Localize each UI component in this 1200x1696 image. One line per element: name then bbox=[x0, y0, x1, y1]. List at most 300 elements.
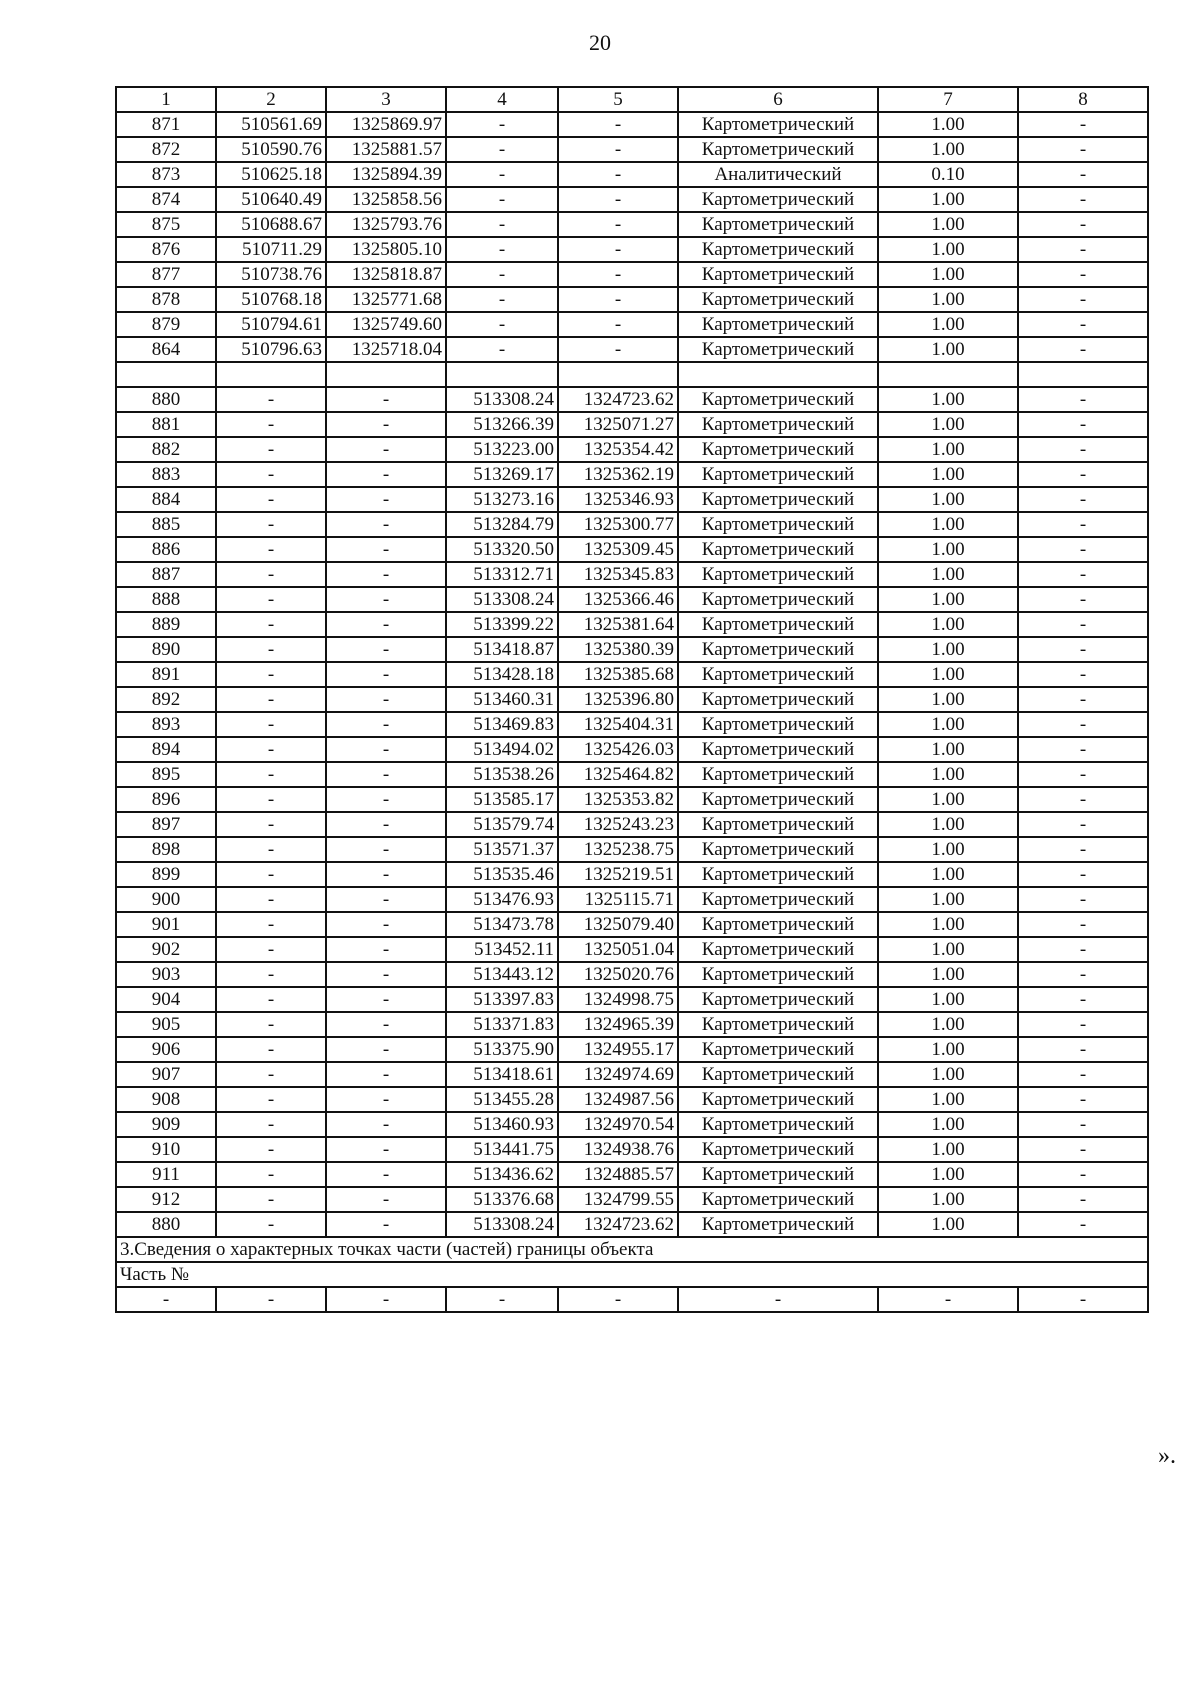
table-cell: Картометрический bbox=[678, 287, 878, 312]
table-cell: - bbox=[216, 937, 326, 962]
table-row bbox=[116, 162, 1148, 187]
table-cell: 1.00 bbox=[878, 412, 1018, 437]
table-cell: 1325362.19 bbox=[558, 462, 678, 487]
table-cell: 1.00 bbox=[878, 787, 1018, 812]
table-cell: 908 bbox=[116, 1087, 216, 1112]
table-row bbox=[116, 862, 1148, 887]
column-header: 4 bbox=[446, 87, 558, 112]
table-cell: 513441.75 bbox=[446, 1137, 558, 1162]
table-row bbox=[116, 612, 1148, 637]
table-cell: 900 bbox=[116, 887, 216, 912]
table-cell: - bbox=[1018, 687, 1148, 712]
table-cell: 513418.61 bbox=[446, 1062, 558, 1087]
table-cell: - bbox=[326, 887, 446, 912]
table-cell: 1324885.57 bbox=[558, 1162, 678, 1187]
table-cell: 1325869.97 bbox=[326, 112, 446, 137]
table-cell: 1325346.93 bbox=[558, 487, 678, 512]
table-cell: 890 bbox=[116, 637, 216, 662]
empty-cell bbox=[326, 362, 446, 387]
table-cell: - bbox=[1018, 637, 1148, 662]
table-cell: Картометрический bbox=[678, 1112, 878, 1137]
table-cell: 1.00 bbox=[878, 387, 1018, 412]
table-cell: 513571.37 bbox=[446, 837, 558, 862]
table-cell: 1325793.76 bbox=[326, 212, 446, 237]
table-cell: Картометрический bbox=[678, 662, 878, 687]
table-cell: 1.00 bbox=[878, 187, 1018, 212]
table-cell: 898 bbox=[116, 837, 216, 862]
table-cell: 875 bbox=[116, 212, 216, 237]
table-cell: Картометрический bbox=[678, 337, 878, 362]
table-cell: - bbox=[216, 462, 326, 487]
empty-cell bbox=[1018, 362, 1148, 387]
table-cell: - bbox=[446, 337, 558, 362]
table-row bbox=[116, 662, 1148, 687]
table-cell: 1.00 bbox=[878, 1037, 1018, 1062]
table-cell: - bbox=[216, 512, 326, 537]
table-cell: - bbox=[1018, 1012, 1148, 1037]
section-title-row bbox=[116, 1237, 1148, 1262]
empty-cell bbox=[446, 362, 558, 387]
table-cell: - bbox=[1018, 412, 1148, 437]
table-cell: - bbox=[446, 312, 558, 337]
table-cell: - bbox=[216, 1112, 326, 1137]
table-cell: Картометрический bbox=[678, 962, 878, 987]
table-row bbox=[116, 437, 1148, 462]
table-cell: - bbox=[1018, 337, 1148, 362]
empty-cell bbox=[678, 362, 878, 387]
table-cell: 1.00 bbox=[878, 812, 1018, 837]
table-cell: 510561.69 bbox=[216, 112, 326, 137]
table-cell: Картометрический bbox=[678, 1212, 878, 1237]
table-row bbox=[116, 562, 1148, 587]
table-cell: 1325464.82 bbox=[558, 762, 678, 787]
table-cell: 1.00 bbox=[878, 962, 1018, 987]
table-cell: - bbox=[326, 937, 446, 962]
table-cell: - bbox=[326, 1012, 446, 1037]
table-cell: 1.00 bbox=[878, 462, 1018, 487]
table-cell: 1325353.82 bbox=[558, 787, 678, 812]
table-cell: 1324987.56 bbox=[558, 1087, 678, 1112]
table-cell: - bbox=[558, 1287, 678, 1312]
table-cell: Картометрический bbox=[678, 837, 878, 862]
table-cell: - bbox=[216, 562, 326, 587]
table-cell: - bbox=[1018, 1037, 1148, 1062]
table-cell: 513376.68 bbox=[446, 1187, 558, 1212]
table-cell: - bbox=[1018, 662, 1148, 687]
table-cell: 895 bbox=[116, 762, 216, 787]
table-cell: - bbox=[216, 887, 326, 912]
table-cell: - bbox=[326, 787, 446, 812]
table-cell: 1325894.39 bbox=[326, 162, 446, 187]
table-cell: 888 bbox=[116, 587, 216, 612]
table-cell: - bbox=[1018, 1187, 1148, 1212]
table-cell: 513397.83 bbox=[446, 987, 558, 1012]
table-cell: 1.00 bbox=[878, 987, 1018, 1012]
table-cell: - bbox=[558, 287, 678, 312]
table-cell: Картометрический bbox=[678, 512, 878, 537]
table-cell: 872 bbox=[116, 137, 216, 162]
table-cell: - bbox=[446, 287, 558, 312]
table-cell: - bbox=[558, 237, 678, 262]
table-cell: Картометрический bbox=[678, 462, 878, 487]
table-cell: 513428.18 bbox=[446, 662, 558, 687]
table-cell: 1.00 bbox=[878, 562, 1018, 587]
table-row bbox=[116, 687, 1148, 712]
table-cell: Картометрический bbox=[678, 987, 878, 1012]
table-cell: 901 bbox=[116, 912, 216, 937]
empty-cell bbox=[558, 362, 678, 387]
table-cell: Картометрический bbox=[678, 737, 878, 762]
table-cell: - bbox=[216, 1037, 326, 1062]
table-cell: - bbox=[216, 762, 326, 787]
table-cell: Картометрический bbox=[678, 437, 878, 462]
table-cell: 510768.18 bbox=[216, 287, 326, 312]
table-cell: 1325071.27 bbox=[558, 412, 678, 437]
table-cell: 1324938.76 bbox=[558, 1137, 678, 1162]
table-cell: 1.00 bbox=[878, 337, 1018, 362]
table-cell: - bbox=[1018, 262, 1148, 287]
table-cell: - bbox=[1018, 912, 1148, 937]
table-row bbox=[116, 1162, 1148, 1187]
table-cell: 513308.24 bbox=[446, 1212, 558, 1237]
table-cell: Картометрический bbox=[678, 312, 878, 337]
table-cell: 1.00 bbox=[878, 1212, 1018, 1237]
table-cell: 1.00 bbox=[878, 1137, 1018, 1162]
table-cell: 1325396.80 bbox=[558, 687, 678, 712]
table-row bbox=[116, 1037, 1148, 1062]
table-cell: 1325115.71 bbox=[558, 887, 678, 912]
table-cell: 1.00 bbox=[878, 937, 1018, 962]
table-cell: - bbox=[326, 537, 446, 562]
table-cell: - bbox=[216, 787, 326, 812]
table-cell: - bbox=[558, 212, 678, 237]
table-row bbox=[116, 987, 1148, 1012]
table-cell: - bbox=[326, 1162, 446, 1187]
table-cell: 1.00 bbox=[878, 237, 1018, 262]
table-cell: 510625.18 bbox=[216, 162, 326, 187]
table-cell: 879 bbox=[116, 312, 216, 337]
table-cell: - bbox=[1018, 862, 1148, 887]
table-cell: - bbox=[326, 1062, 446, 1087]
table-cell: - bbox=[446, 162, 558, 187]
table-cell: 1.00 bbox=[878, 512, 1018, 537]
table-cell: - bbox=[1018, 837, 1148, 862]
table-cell: - bbox=[558, 262, 678, 287]
table-cell: 513320.50 bbox=[446, 537, 558, 562]
table-cell: 1.00 bbox=[878, 637, 1018, 662]
table-cell: - bbox=[1018, 462, 1148, 487]
table-cell: - bbox=[326, 387, 446, 412]
table-cell: Картометрический bbox=[678, 137, 878, 162]
table-cell: Картометрический bbox=[678, 812, 878, 837]
table-cell: 1.00 bbox=[878, 262, 1018, 287]
table-cell: 887 bbox=[116, 562, 216, 587]
table-row bbox=[116, 1062, 1148, 1087]
table-cell: - bbox=[1018, 712, 1148, 737]
table-cell: 513585.17 bbox=[446, 787, 558, 812]
table-cell: - bbox=[446, 137, 558, 162]
table-cell: 880 bbox=[116, 387, 216, 412]
table-cell: - bbox=[1018, 962, 1148, 987]
table-cell: 1325858.56 bbox=[326, 187, 446, 212]
table-cell: - bbox=[216, 712, 326, 737]
table-cell: 1.00 bbox=[878, 887, 1018, 912]
table-cell: - bbox=[558, 187, 678, 212]
table-cell: 897 bbox=[116, 812, 216, 837]
table-cell: - bbox=[326, 1187, 446, 1212]
table-cell: 513473.78 bbox=[446, 912, 558, 937]
table-cell: - bbox=[216, 1212, 326, 1237]
table-cell: - bbox=[1018, 287, 1148, 312]
table-cell: - bbox=[558, 162, 678, 187]
table-cell: 891 bbox=[116, 662, 216, 687]
table-cell: Картометрический bbox=[678, 1087, 878, 1112]
table-cell: 513452.11 bbox=[446, 937, 558, 962]
column-header: 6 bbox=[678, 87, 878, 112]
table-cell: - bbox=[678, 1287, 878, 1312]
table-cell: - bbox=[326, 962, 446, 987]
table-row bbox=[116, 1087, 1148, 1112]
table-cell: 1.00 bbox=[878, 912, 1018, 937]
table-cell: - bbox=[326, 712, 446, 737]
table-cell: 1325718.04 bbox=[326, 337, 446, 362]
table-cell: - bbox=[216, 737, 326, 762]
table-cell: Картометрический bbox=[678, 862, 878, 887]
table-cell: Картометрический bbox=[678, 787, 878, 812]
table-row bbox=[116, 962, 1148, 987]
table-cell: 883 bbox=[116, 462, 216, 487]
table-cell: 910 bbox=[116, 1137, 216, 1162]
table-row bbox=[116, 837, 1148, 862]
table-cell: 1325309.45 bbox=[558, 537, 678, 562]
table-cell: - bbox=[326, 912, 446, 937]
table-cell: Картометрический bbox=[678, 237, 878, 262]
coordinates-table bbox=[115, 86, 1149, 1313]
table-cell: Картометрический bbox=[678, 1137, 878, 1162]
table-cell: 1324965.39 bbox=[558, 1012, 678, 1037]
table-cell: - bbox=[326, 737, 446, 762]
table-cell: - bbox=[1018, 112, 1148, 137]
table-cell: - bbox=[558, 137, 678, 162]
table-cell: 1.00 bbox=[878, 487, 1018, 512]
table-cell: Картометрический bbox=[678, 762, 878, 787]
table-cell: 1325385.68 bbox=[558, 662, 678, 687]
table-cell: - bbox=[216, 437, 326, 462]
table-row bbox=[116, 737, 1148, 762]
column-header: 2 bbox=[216, 87, 326, 112]
blank-separator bbox=[116, 362, 1148, 387]
table-row bbox=[116, 212, 1148, 237]
table-cell: - bbox=[326, 687, 446, 712]
table-cell: - bbox=[216, 1062, 326, 1087]
table-cell: 1325805.10 bbox=[326, 237, 446, 262]
empty-cell bbox=[878, 362, 1018, 387]
table-cell: 1325366.46 bbox=[558, 587, 678, 612]
table-cell: - bbox=[216, 687, 326, 712]
table-cell: - bbox=[216, 537, 326, 562]
table-cell: Картометрический bbox=[678, 212, 878, 237]
table-cell: - bbox=[216, 1087, 326, 1112]
table-cell: - bbox=[326, 1287, 446, 1312]
table-cell: 1.00 bbox=[878, 737, 1018, 762]
table-cell: 1325243.23 bbox=[558, 812, 678, 837]
table-cell: 513308.24 bbox=[446, 587, 558, 612]
table-cell: 1.00 bbox=[878, 212, 1018, 237]
table-cell: - bbox=[1018, 437, 1148, 462]
table-cell: 902 bbox=[116, 937, 216, 962]
table-cell: 513469.83 bbox=[446, 712, 558, 737]
table-row bbox=[116, 887, 1148, 912]
table-cell: - bbox=[1018, 237, 1148, 262]
table-cell: - bbox=[1018, 812, 1148, 837]
table-cell: - bbox=[1018, 762, 1148, 787]
table-cell: 513269.17 bbox=[446, 462, 558, 487]
table-cell: 1.00 bbox=[878, 1187, 1018, 1212]
table-cell: - bbox=[1018, 1087, 1148, 1112]
table-cell: 880 bbox=[116, 1212, 216, 1237]
table-cell: 1.00 bbox=[878, 312, 1018, 337]
table-cell: - bbox=[1018, 987, 1148, 1012]
table-cell: - bbox=[878, 1287, 1018, 1312]
table-cell: - bbox=[1018, 162, 1148, 187]
table-row bbox=[116, 937, 1148, 962]
table-cell: - bbox=[216, 912, 326, 937]
table-cell: 907 bbox=[116, 1062, 216, 1087]
table-cell: - bbox=[326, 412, 446, 437]
column-header: 3 bbox=[326, 87, 446, 112]
table-cell: - bbox=[1018, 1112, 1148, 1137]
table-row bbox=[116, 1187, 1148, 1212]
table-cell: - bbox=[326, 612, 446, 637]
table-cell: 889 bbox=[116, 612, 216, 637]
table-cell: 1324970.54 bbox=[558, 1112, 678, 1137]
empty-cell bbox=[216, 362, 326, 387]
table-cell: 1.00 bbox=[878, 712, 1018, 737]
table-cell: Картометрический bbox=[678, 887, 878, 912]
table-cell: Картометрический bbox=[678, 1062, 878, 1087]
table-row bbox=[116, 762, 1148, 787]
table-cell: - bbox=[326, 762, 446, 787]
table-cell: - bbox=[1018, 212, 1148, 237]
table-cell: - bbox=[326, 812, 446, 837]
table-cell: 1325051.04 bbox=[558, 937, 678, 962]
table-cell: 892 bbox=[116, 687, 216, 712]
table-cell: 906 bbox=[116, 1037, 216, 1062]
table-cell: 513579.74 bbox=[446, 812, 558, 837]
table-cell: 510640.49 bbox=[216, 187, 326, 212]
table-cell: - bbox=[446, 1287, 558, 1312]
table-cell: 513418.87 bbox=[446, 637, 558, 662]
table-cell: - bbox=[1018, 1162, 1148, 1187]
table-cell: 1325345.83 bbox=[558, 562, 678, 587]
table-cell: - bbox=[558, 112, 678, 137]
table-cell: 1325238.75 bbox=[558, 837, 678, 862]
table-cell: 1325380.39 bbox=[558, 637, 678, 662]
table-cell: - bbox=[216, 487, 326, 512]
column-header: 8 bbox=[1018, 87, 1148, 112]
table-cell: Картометрический bbox=[678, 712, 878, 737]
table-row bbox=[116, 1112, 1148, 1137]
table-cell: - bbox=[216, 587, 326, 612]
table-row bbox=[116, 237, 1148, 262]
table-cell: - bbox=[446, 212, 558, 237]
table-cell: 1.00 bbox=[878, 112, 1018, 137]
table-row bbox=[116, 287, 1148, 312]
table-cell: - bbox=[326, 562, 446, 587]
table-cell: Картометрический bbox=[678, 412, 878, 437]
table-row bbox=[116, 262, 1148, 287]
table-cell: 513443.12 bbox=[446, 962, 558, 987]
table-cell: 1324998.75 bbox=[558, 987, 678, 1012]
table-row bbox=[116, 787, 1148, 812]
table-cell: - bbox=[1018, 1212, 1148, 1237]
table-cell: 1.00 bbox=[878, 1087, 1018, 1112]
table-cell: - bbox=[1018, 187, 1148, 212]
table-cell: - bbox=[216, 862, 326, 887]
table-cell: 1324974.69 bbox=[558, 1062, 678, 1087]
table-cell: - bbox=[1018, 387, 1148, 412]
table-cell: 912 bbox=[116, 1187, 216, 1212]
table-cell: - bbox=[1018, 787, 1148, 812]
table-cell: - bbox=[326, 587, 446, 612]
table-cell: 882 bbox=[116, 437, 216, 462]
table-cell: 510688.67 bbox=[216, 212, 326, 237]
table-cell: 1324723.62 bbox=[558, 387, 678, 412]
table-cell: - bbox=[216, 1137, 326, 1162]
table-cell: Картометрический bbox=[678, 537, 878, 562]
table-cell: 1.00 bbox=[878, 137, 1018, 162]
table-cell: 1325818.87 bbox=[326, 262, 446, 287]
table-cell: Картометрический bbox=[678, 387, 878, 412]
table-cell: 873 bbox=[116, 162, 216, 187]
section-title: 3.Сведения о характерных точках части (частей) границы объекта bbox=[116, 1237, 1148, 1262]
table-cell: - bbox=[326, 1087, 446, 1112]
column-header: 7 bbox=[878, 87, 1018, 112]
part-data-row bbox=[116, 1287, 1148, 1312]
table-cell: 903 bbox=[116, 962, 216, 987]
table-cell: 1325381.64 bbox=[558, 612, 678, 637]
table-cell: Картометрический bbox=[678, 112, 878, 137]
table-cell: 884 bbox=[116, 487, 216, 512]
table-cell: - bbox=[326, 512, 446, 537]
table-cell: - bbox=[1018, 737, 1148, 762]
table-cell: 1.00 bbox=[878, 437, 1018, 462]
table-cell: 904 bbox=[116, 987, 216, 1012]
table-cell: - bbox=[326, 1137, 446, 1162]
table-cell: - bbox=[326, 1037, 446, 1062]
table-cell: Картометрический bbox=[678, 937, 878, 962]
table-cell: - bbox=[446, 187, 558, 212]
column-number-row bbox=[116, 87, 1148, 112]
table-cell: 513436.62 bbox=[446, 1162, 558, 1187]
table-row bbox=[116, 1137, 1148, 1162]
table-cell: Картометрический bbox=[678, 912, 878, 937]
table-cell: - bbox=[446, 112, 558, 137]
table-cell: 1324955.17 bbox=[558, 1037, 678, 1062]
table-cell: Картометрический bbox=[678, 187, 878, 212]
new-points-rows bbox=[116, 387, 1148, 1237]
table-cell: 513494.02 bbox=[446, 737, 558, 762]
table-cell: 896 bbox=[116, 787, 216, 812]
table-cell: - bbox=[216, 812, 326, 837]
table-cell: 905 bbox=[116, 1012, 216, 1037]
table-cell: 909 bbox=[116, 1112, 216, 1137]
table-cell: 1.00 bbox=[878, 662, 1018, 687]
table-cell: Картометрический bbox=[678, 1162, 878, 1187]
table-cell: - bbox=[216, 962, 326, 987]
table-cell: 513460.93 bbox=[446, 1112, 558, 1137]
table-cell: 1325426.03 bbox=[558, 737, 678, 762]
